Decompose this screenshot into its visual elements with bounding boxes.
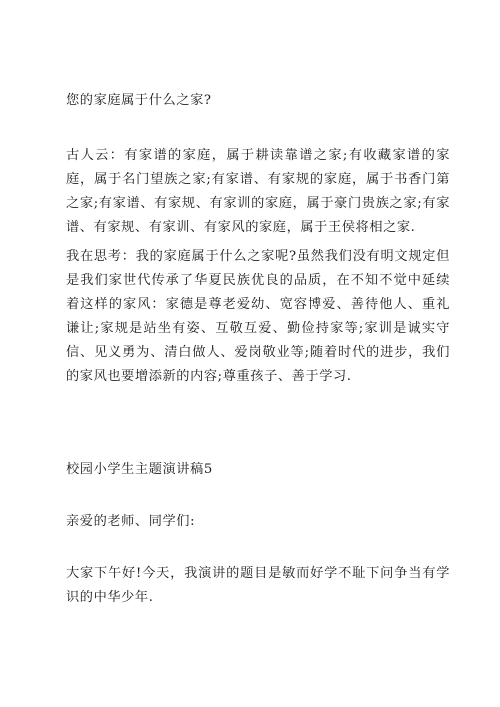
ancient-saying-paragraph: 古人云：有家谱的家庭，属于耕读靠谱之家;有收藏家谱的家庭，属于名门望族之家;有家谱、有家规的家庭，属于书香门第之家;有家谱、有家规、有家训的家庭，属于豪门贵族之家;有家谱、有家规、有家训、有家风的家庭，属于王侯将相之家. (66, 148, 450, 235)
greeting-paragraph: 亲爱的老师、同学们: (66, 514, 196, 529)
speech-title: 校园小学生主题演讲稿5 (66, 462, 213, 477)
question-paragraph: 您的家庭属于什么之家? (66, 93, 212, 108)
opening-paragraph: 大家下午好!今天，我演讲的题目是敏而好学不耻下问争当有学识的中华少年. (66, 566, 450, 605)
reflection-paragraph: 我在思考：我的家庭属于什么之家呢?虽然我们没有明文规定但是我们家世代传承了华夏民族优良的品质，在不知不觉中延续着这样的家风：家德是尊老爱幼、宽容博爱、善待他人、重礼谦让;家规是站坐有姿、互敬互爱、勤俭持家等;家训是诚实守信、见义勇为、清白做人、爱岗敬业等;随着时代的进步，我们的家风也要增添新的内容;尊重孩子、善于学习. (66, 249, 450, 384)
